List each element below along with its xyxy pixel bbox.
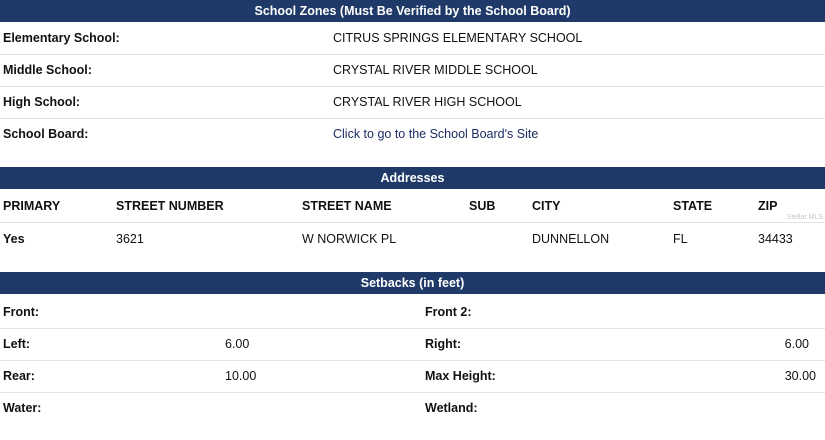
cell-city: DUNNELLON xyxy=(532,232,610,246)
col-city: CITY xyxy=(532,199,561,213)
watermark: Stellar MLS xyxy=(786,214,823,221)
setback-value xyxy=(700,296,816,328)
col-street-number: STREET NUMBER xyxy=(116,199,224,213)
addresses-header: Addresses xyxy=(0,167,825,189)
setback-value xyxy=(700,392,816,424)
row-label: Middle School: xyxy=(3,63,92,77)
setback-row xyxy=(0,328,825,361)
addresses-column-headers xyxy=(0,190,825,223)
school-row-middle xyxy=(0,54,825,87)
cell-zip: 34433 xyxy=(758,232,793,246)
setback-label: Right: xyxy=(425,337,462,351)
row-label: High School: xyxy=(3,95,81,109)
col-sub: SUB xyxy=(469,199,496,213)
setback-label: Left: xyxy=(3,337,31,351)
row-value: CRYSTAL RIVER HIGH SCHOOL xyxy=(333,95,522,109)
school-zones-header: School Zones (Must Be Verified by the School Board) xyxy=(0,0,825,22)
setback-row xyxy=(0,392,825,424)
col-state: STATE xyxy=(673,199,713,213)
col-zip: ZIP xyxy=(758,199,778,213)
setback-value xyxy=(160,296,255,328)
setback-value: 6.00 xyxy=(225,337,250,351)
cell-street-name: W NORWICK PL xyxy=(302,232,397,246)
table-row xyxy=(0,223,825,255)
setback-label: Wetland: xyxy=(425,401,478,415)
school-board-link[interactable]: Click to go to the School Board's Site xyxy=(333,127,539,141)
col-street-name: STREET NAME xyxy=(302,199,392,213)
row-label: Elementary School: xyxy=(3,31,120,45)
setback-row xyxy=(0,296,825,329)
school-row-elementary xyxy=(0,22,825,55)
setback-label: Water: xyxy=(3,401,42,415)
row-value: CRYSTAL RIVER MIDDLE SCHOOL xyxy=(333,63,538,77)
setback-value: 30.00 xyxy=(784,369,816,383)
school-row-high xyxy=(0,86,825,119)
row-label: School Board: xyxy=(3,127,89,141)
setback-value: 6.00 xyxy=(784,337,809,351)
setback-row xyxy=(0,360,825,393)
cell-street-number: 3621 xyxy=(116,232,144,246)
row-value: CITRUS SPRINGS ELEMENTARY SCHOOL xyxy=(333,31,583,45)
school-row-board xyxy=(0,118,825,150)
cell-state: FL xyxy=(673,232,688,246)
setback-label: Max Height: xyxy=(425,369,496,383)
col-primary: PRIMARY xyxy=(3,199,61,213)
setback-label: Rear: xyxy=(3,369,35,383)
setback-label: Front 2: xyxy=(425,305,472,319)
setback-label: Front: xyxy=(3,305,40,319)
cell-primary: Yes xyxy=(3,232,25,246)
setbacks-header: Setbacks (in feet) xyxy=(0,272,825,294)
setback-value: 10.00 xyxy=(225,369,257,383)
